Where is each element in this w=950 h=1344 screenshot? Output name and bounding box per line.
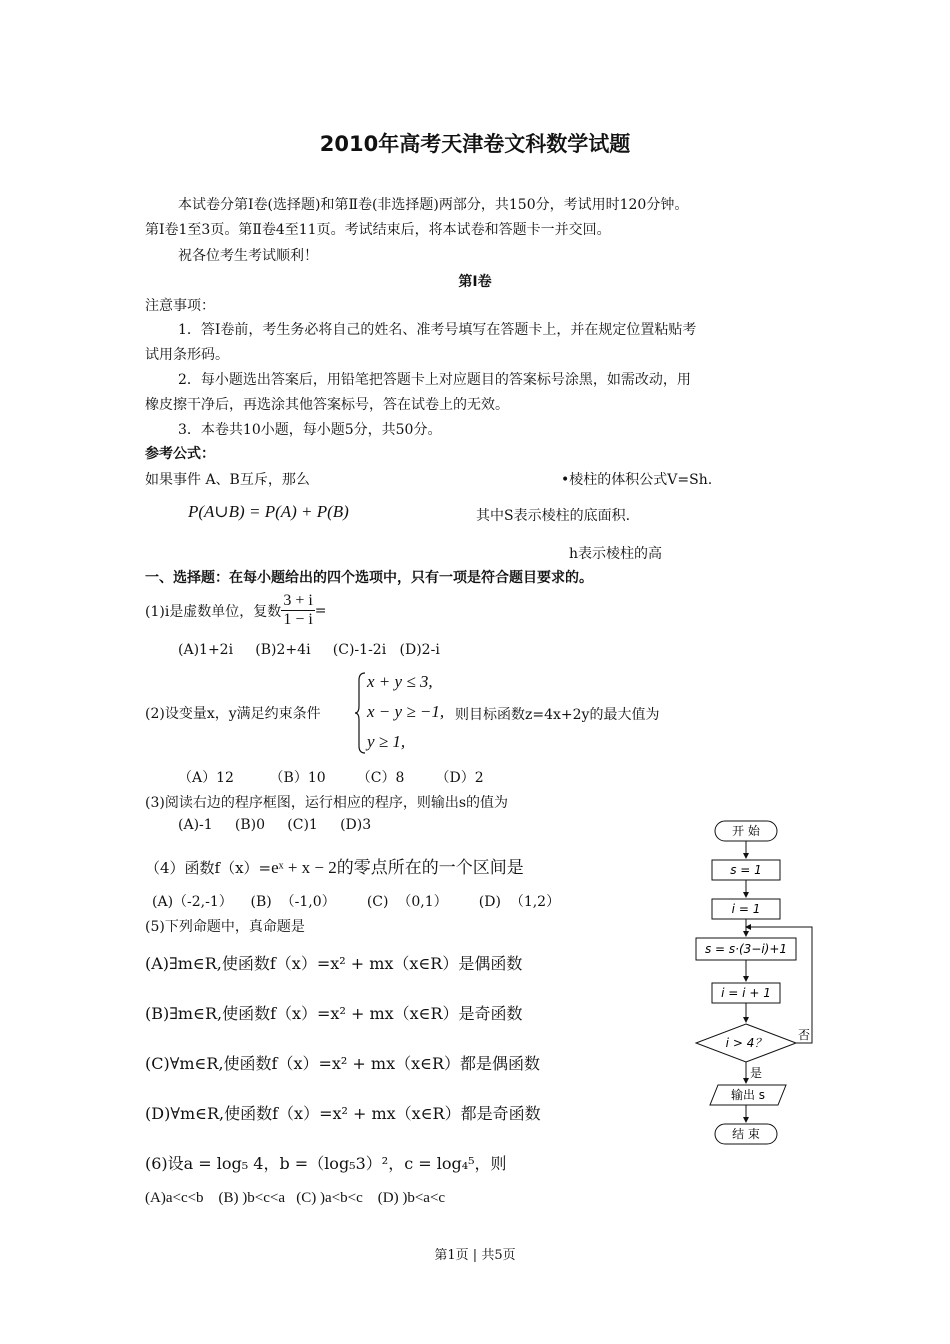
q2-brace [355, 672, 365, 754]
event-text: 如果事件 A、B互斥，那么 [145, 472, 310, 488]
formula-heading: 参考公式： [145, 446, 215, 462]
q6-options: (A)a<c<b (B) )b<c<a (C) )a<b<c (D) )b<a<c [145, 1190, 446, 1206]
note-3: 3．本卷共10小题，每小题5分，共50分。 [178, 422, 442, 438]
note-2a: 2．每小题选出答案后，用铅笔把答题卡上对应题目的答案标号涂黑，如需改动，用 [178, 372, 691, 388]
q3-options: (A)-1 (B)0 (C)1 (D)3 [178, 817, 372, 833]
q1-fraction [281, 592, 314, 629]
note-1b: 试用条形码。 [145, 347, 229, 363]
q5-option-b: (B)∃m∈R,使函数f（x）=x² + mx（x∈R）是奇函数 [145, 1004, 523, 1023]
note-1a: 1．答Ⅰ卷前，考生务必将自己的姓名、准考号填写在答题卡上，并在规定位置粘贴考 [178, 322, 697, 338]
flow-end-label: 结 束 [732, 1127, 760, 1141]
flow-i-init-label: i = 1 [731, 902, 761, 916]
part1-heading: 一、选择题：在每小题给出的四个选项中，只有一项是符合题目要求的。 [145, 570, 593, 586]
q2-constraint-2: x − y ≥ −1, [367, 702, 445, 721]
question-4 [145, 853, 524, 878]
flow-update-i-label: i = i + 1 [721, 986, 771, 1000]
q2-options: （A）12 （B）10 （C）8 （D）2 [178, 770, 484, 786]
prism-formula: •棱柱的体积公式V=Sh. [561, 472, 713, 488]
prism-note-1: 其中S表示棱柱的底面积. [476, 508, 631, 524]
prism-note-2: h表示棱柱的高 [569, 546, 663, 562]
flow-output-label: 输出 s [730, 1088, 766, 1102]
q1-denominator: 1 − i [283, 611, 313, 628]
q6-stem: (6)设a = log₅ 4，b =（log₅3）²，c = log₄⁵，则 [145, 1154, 507, 1173]
page-title: 2010年高考天津卷文科数学试题 [319, 132, 631, 156]
q4-stem-b: eˣ + x − 2的零点所在的一个区间是 [271, 858, 524, 877]
flow-decision-label: i > 4？ [725, 1036, 767, 1050]
intro-line-1: 本试卷分第Ⅰ卷(选择题)和第Ⅱ卷(非选择题)两部分，共150分，考试用时120分钟。 [178, 197, 689, 213]
q4-stem-a: （4）函数f（x）= [145, 859, 272, 877]
q3-stem: (3)阅读右边的程序框图，运行相应的程序，则输出s的值为 [145, 795, 509, 811]
q2-constraint-1: x + y ≤ 3, [367, 672, 433, 691]
notes-heading: 注意事项： [145, 298, 215, 314]
intro-line-2: 第Ⅰ卷1至3页。第Ⅱ卷4至11页。考试结束后，将本试卷和答题卡一并交回。 [145, 222, 611, 238]
q5-option-d: (D)∀m∈R,使函数f（x）=x² + mx（x∈R）都是奇函数 [145, 1104, 541, 1123]
question-1 [145, 592, 327, 629]
page-footer: 第1页 | 共5页 [434, 1248, 516, 1263]
q2-tail: 则目标函数z=4x+2y的最大值为 [455, 707, 660, 723]
q5-stem: (5)下列命题中，真命题是 [145, 919, 305, 935]
event-formula: P(A∪B) = P(A) + P(B) [188, 502, 349, 521]
q5-option-a: (A)∃m∈R,使函数f（x）=x² + mx（x∈R）是偶函数 [145, 954, 523, 973]
q1-numerator: 3 + i [283, 592, 313, 609]
flow-s-init-label: s = 1 [730, 863, 762, 877]
q2-constraint-3: y ≥ 1, [367, 732, 406, 751]
q2-stem: (2)设变量x，y满足约束条件 [145, 706, 321, 722]
flow-yes-label: 是 [750, 1066, 763, 1080]
q1-options: (A)1+2i (B)2+4i (C)-1-2i (D)2-i [178, 642, 440, 658]
q1-equals: = [314, 602, 327, 619]
note-2b: 橡皮擦干净后，再选涂其他答案标号，答在试卷上的无效。 [145, 397, 509, 413]
intro-line-3: 祝各位考生考试顺利！ [178, 248, 318, 264]
flow-update-s-label: s = s·(3−i)+1 [704, 942, 788, 956]
flowchart [690, 815, 830, 1150]
q4-options: (A)（-2,-1） (B) （-1,0） (C) （0,1） (D) （1,2） [152, 894, 561, 910]
q5-option-c: (C)∀m∈R,使函数f（x）=x² + mx（x∈R）都是偶函数 [145, 1054, 541, 1073]
q1-stem: (1)i是虚数单位，复数 [145, 603, 282, 620]
section-title: 第Ⅰ卷 [458, 274, 492, 290]
flow-no-label: 否 [798, 1028, 811, 1042]
flow-start-label: 开 始 [732, 824, 760, 838]
